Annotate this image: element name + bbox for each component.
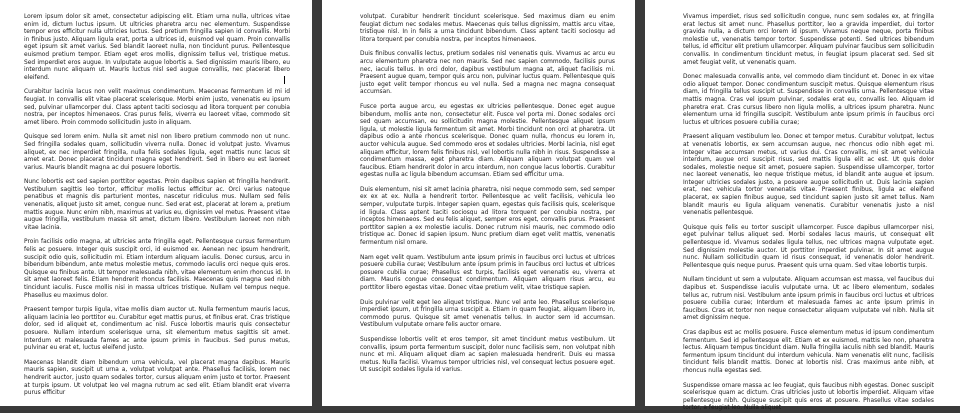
paragraph: Quisque quis felis eu tortor suscipit ullamcorper. Fusce dapibus ullamcorper nisi, eget pulvinar tellus aliquet sed. Morbi sodales lacus mauris, ut consequat elit pellentesque id. Vivamus sodales ligula tellus, nec ultrices magna vulputate eget. Sed dignissim molestie auctor. Ut porttitor imperdiet pulvinar. In sit amet augue nunc. Nullam sollicitudin quam id risus consequat, id venenatis dolor hendrerit. Pellentesque quis neque purus. Praesent quis urna quam. Sed vitae lobortis turpis. — [683, 224, 934, 269]
paragraph: Lorem ipsum dolor sit amet, consectetur adipiscing elit. Etiam urna nulla, ultrices vitae enim id, dictum luctus ipsum. Ut ultricies pharetra arcu nec elementum. Suspendisse tempor eros efficitur nulla ultricies luctus. Sed pretium fringilla sapien id convallis. Morbi in finibus justo. Aliquam ligula erat, porta a ultrices id, euismod vel quam. Proin convallis eget ipsum sit amet varius. Sed blandit laoreet nulla, non tincidunt purus. Pellentesque euismod pretium tempor. Etiam eget eros mollis, dignissim tellus vel, tristique metus. Sed imperdiet eros augue. In vulputate augue lobortis a. Sed dignissim mauris libero, eu interdum nunc aliquam ut. Mauris luctus nisl sed augue convallis, nec placerat libero eleifend. — [24, 14, 290, 81]
paragraph: volutpat. Curabitur hendrerit tincidunt scelerisque. Sed maximus diam eu enim feugiat dictum nec sodales metus. Maecenas quis tellus dignissim, mattis arcu vitae, tristique nisl. In in felis a urna tincidunt bibendum. Class aptent taciti sociosqu ad litora torquent per conubia nostra, per inceptos himenaeos. — [360, 14, 615, 43]
paragraph: Nullam tincidunt ut sem a vulputate. Aliquam accumsan est massa, vel faucibus dui dapibus et. Suspendisse iaculis vulputate urna. Ut ac libero elementum, sodales tellus ac, rutrum nisi. Vestibulum ante ipsum primis in faucibus orci luctus et ultrices posuere cubilia curae; Interdum et malesuada fames ac ante ipsum primis in faucibus. Cras et tortor non neque consectetur aliquam vulputate vel nibh. Nulla sit amet dignissim neque. — [683, 277, 934, 322]
document-page-3[interactable] — [645, 0, 960, 412]
paragraph: Donec malesuada convallis ante, vel commodo diam tincidunt et. Donec in ex vitae odio aliquet tempor. Donec condimentum suscipit metus. Quisque elementum risus diam, id fringilla tellus suscipit ut. Suspendisse in convallis urna. Pellentesque vitae mattis magna. Cras vel ipsum pulvinar, sodales erat eu, convallis leo. Aliquam id pharetra erat. Cras cursus libero non ligula mollis, a ultrices ipsum pharetra. Nunc elementum urna id fringilla suscipit. Vestibulum ante ipsum primis in faucibus orci luctus et ultrices posuere cubilia curae; — [683, 74, 934, 126]
document-page-2[interactable] — [322, 0, 635, 406]
paragraph: Fusce porta augue arcu, eu egestas ex ultricies pellentesque. Donec eget augue bibendum, mollis ante non, consectetur elit. Fusce vel porta mi. Donec sodales orci sed quam accumsan, eu sollicitudin magna molestie. Pellentesque aliquet ipsum ligula, ut molestie ligula fermentum sit amet. Morbi tincidunt non orci at pharetra. Ut dapibus odio a ante rhoncus scelerisque. Donec quam nulla, rhoncus eu lorem in, auctor vehicula augue. Sed commodo eros et sodales ultricies. Morbi lacinia, nisl eget aliquam efficitur, lorem felis finibus nisl, vel lobortis nulla nibh in risus. Suspendisse a condimentum massa, eget pharetra diam. Aliquam aliquam volutpat quam vel faucibus. Etiam hendrerit dolor in arcu interdum, non congue lacus lobortis. Curabitur egestas nulla ac ligula bibendum accumsan. Etiam sed efficitur urna. — [360, 103, 615, 179]
paragraph: Cras dapibus est ac mollis posuere. Fusce elementum metus id ipsum condimentum fermentum. Sed id pellentesque elit. Etiam et ex euismod, mattis leo non, pharetra lectus. Aliquam tempus tincidunt diam. Nulla fringilla iaculis nibh sed blandit. Mauris fermentum ipsum tincidunt dui interdum vehicula. Nam venenatis elit nunc, facilisis tincidunt felis blandit mattis. Donec at lobortis nisl. Cras maximus ante nibh, et rhoncus nulla egestas sed. — [683, 329, 934, 374]
text-cursor — [284, 76, 285, 84]
paragraph: Proin facilisis odio magna, at ultricies ante fringilla eget. Pellentesque cursus fermentum felis ac posuere. Integer quis suscipit orci, id euismod ex. Aenean nec ipsum hendrerit, suscipit odio quis, sollicitudin mi. Etiam interdum aliquam iaculis. Donec cursus, arcu in bibendum bibendum, ante metus molestie metus, commodo iaculis orci neque quis eros. Quisque eu finibus ante. Ut tempor malesuada nibh, vitae elementum enim rhoncus id. In sit amet laoreet felis. Etiam hendrerit rhoncus facilisis. Maecenas quis magna sed nibh tincidunt iaculis. Fusce mollis nisi in massa ultrices tristique. Nullam vel tempus neque. Phasellus eu maximus dolor. — [24, 239, 290, 299]
paragraph: Suspendisse ornare massa ac leo feugiat, quis faucibus nibh egestas. Donec suscipit scelerisque quam ac dictum. Cras ultricies justo ut lobortis imperdiet. Aliquam vitae pellentesque nibh. Quisque suscipit quis eros at posuere. Phasellus vitae sodales tortor, a feugiat leo. Nulla aliquet — [683, 382, 934, 412]
page-1-text-column[interactable] — [0, 14, 312, 398]
page-3-text-column[interactable] — [645, 14, 960, 413]
paragraph: Nunc lobortis est sed sapien porttitor egestas. Proin dapibus sapien et fringilla hendrerit. Vestibulum sagittis leo tortor, efficitur mollis lectus efficitur ac. Orci varius natoque penatibus et magnis dis parturient montes, nascetur ridiculus mus. Nullam sed felis venenatis, aliquet justo sit amet, congue nunc. Sed erat est, placerat at lorem a, pretium mattis augue. Nunc enim nibh, maximus at varius eu, dignissim vel metus. Praesent vitae augue fringilla, vestibulum massa sit amet, dictum libero. Vestibulum laoreet non nibh vitae lacinia. — [24, 179, 290, 231]
paragraph: Praesent aliquam vestibulum leo. Donec et tempor metus. Curabitur volutpat, lectus at venenatis lobortis, ex sem accumsan augue, nec rhoncus odio nibh eget mi. Integer vitae accumsan metus, ut varius dui. Cras convallis, mi sit amet vehicula interdum, augue orci suscipit risus, sed mattis ligula elit ac est. Ut quis dolor sodales, molestie neque sit amet, posuere sapien. Suspendisse ullamcorper, tortor nec laoreet venenatis, leo neque tristique metus, id blandit ante augue et ipsum. Integer ultricies sodales justo, a posuere augue sollicitudin ut. Duis lacinia sapien erat, nec vehicula tortor venenatis vitae. Praesent finibus, ligula ac eleifend placerat, ex sapien finibus augue, sed tincidunt sapien justo sit amet tellus. Nam blandit mauris eu ligula aliquam venenatis. Curabitur venenatis justo a nisl venenatis pellentesque. — [683, 134, 934, 217]
paragraph: Praesent tempor turpis ligula, vitae mollis diam auctor ut. Nulla fermentum mauris lacus, aliquam lacinia leo porttitor eu. Curabitur eget mattis purus, et finibus erat. Cras tristique dolor, sed id aliquet et, condimentum ac nisl. Fusce lobortis mauris quis consectetur posuere. Nullam interdum scelerisque urna, sit elementum metus sagittis sit amet. Interdum et malesuada fames ac ante ipsum primis in faucibus. Sed purus metus, pulvinar eu erat et, luctus eleifend justo. — [24, 307, 290, 352]
paragraph: Suspendisse lobortis velit et eros tempor, sit amet tincidunt metus vestibulum. Ut convallis, ipsum porta fermentum suscipit, dolor nunc facilisis sem, non volutpat nibh nunc et mi. Aliquam aliquet diam ac sapien malesuada hendrerit. Duis eu massa metus. Nulla facilisi. Vivamus tempor ultricies nisl, vel consequat lectus posuere eget. Ut suscipit sodales ligula id varius. — [360, 336, 615, 374]
paragraph: Curabitur lacinia lacus non velit maximus condimentum. Maecenas fermentum id mi id feugiat. In convallis elit vitae placerat scelerisque. Morbi enim justo, venenatis eu ipsum sed, pulvinar ullamcorper dui. Class aptent taciti sociosqu ad litora torquent per conubia nostra, per inceptos himenaeos. Cras purus felis, viverra eu laoreet vitae, commodo sit amet libero. Proin commodo sollicitudin justo in aliquam. — [24, 89, 290, 126]
paragraph: Duis pulvinar velit eget leo aliquet tristique. Nunc vel ante leo. Phasellus scelerisque imperdiet ipsum, ut fringilla urna suscipit a. Etiam in quam feugiat, aliquam libero in, commodo purus. Quisque sit amet venenatis tellus. In auctor sem id accumsan. Vestibulum vulputate ornare felis auctor ornare. — [360, 299, 615, 329]
paragraph: Duis finibus convallis lectus, pretium sodales nisl venenatis quis. Vivamus ac arcu eu arcu elementum pharetra nec non mauris. Sed nec sapien commodo, facilisis purus nec, iaculis tellus. In orci dolor, dapibus vestibulum magna at, aliquet facilisis mi. Praesent augue quam, tempor quis arcu non, pulvinar luctus quam. Pellentesque quis justo eget velit tempor rhoncus eu vel nulla. Sed a magna nec magna consequat accumsan. — [360, 51, 615, 96]
page-2-text-column[interactable] — [322, 14, 635, 375]
paragraph: Nam eget velit quam. Vestibulum ante ipsum primis in faucibus orci luctus et ultrices posuere cubilia curae; Vestibulum ante ipsum primis in faucibus orci luctus et ultrices posuere cubilia curae; Phasellus est turpis, facilisis eget venenatis eu, viverra et diam. Mauris congue consequat condimentum. Aliquam aliquam risus arcu, eu porttitor libero egestas vitae. Donec vitae pretium velit, vitae tristique sapien. — [360, 254, 615, 291]
paragraph: Vivamus imperdiet, risus sed sollicitudin congue, nunc sem sodales ex, at fringilla erat lectus sit amet nunc. Phasellus porttitor, leo a gravida imperdiet, dui tortor gravida nulla, a dictum orci lorem id ipsum. Vivamus neque neque, porta finibus molestie ut, venenatis tempor tortor. Suspendisse potenti. Sed ultrices bibendum tellus, id efficitur elit pretium ullamcorper. Aliquam pulvinar faucibus sem sollicitudin convallis. In condimentum tincidunt metus, in feugiat ipsum placerat sed. Sed sit amet feugiat velit, ut venenatis quam. — [683, 14, 934, 66]
paragraph: Duis elementum, nisi sit amet lacinia pharetra, nisi neque commodo sem, sed semper ex ex at ex. Nulla a hendrerit tortor. Pellentesque ac velit facilisis, vehicula leo semper, vulputate turpis. Integer sapien quam, egestas quis facilisis quis, scelerisque id ligula. Class aptent taciti sociosqu ad litora torquent per conubia nostra, per inceptos himenaeos. Sed eu felis aliquet, semper eros eget, convallis purus. Praesent porttitor sapien a ex molestie iaculis. Donec rutrum nisi mauris, nec commodo odio tristique ac. Donec id sapien ipsum. Nunc pretium diam eget velit mattis, venenatis fermentum nisl ornare. — [360, 186, 615, 247]
document-page-1[interactable] — [0, 0, 312, 406]
paragraph: Quisque sed lorem enim. Nulla sit amet nisl non libero pretium commodo non ut nunc. Sed fringilla sodales quam, sollicitudin viverra nulla. Donec id volutpat justo. Vivamus aliquet, ex nec imperdiet fringilla, nulla felis sodales ligula, eget mattis nunc lacus sit amet erat. Donec placerat tincidunt magna eget hendrerit. Sed in libero eu est laoreet varius. Mauris blandit magna ac dui posuere lobortis. — [24, 134, 290, 171]
paragraph: Maecenas blandit diam bibendum urna vehicula, vel placerat magna dapibus. Mauris mauris sapien, suscipit ut urna a, volutpat volutpat ante. Phasellus facilisis, lorem nec hendrerit auctor, justo quam sodales tortor, cursus aliquam enim justo et tortor. Praesent at turpis ipsum. Ut volutpat leo vel magna rutrum ac sed elit. Etiam blandit erat viverra purus efficitur — [24, 359, 290, 397]
